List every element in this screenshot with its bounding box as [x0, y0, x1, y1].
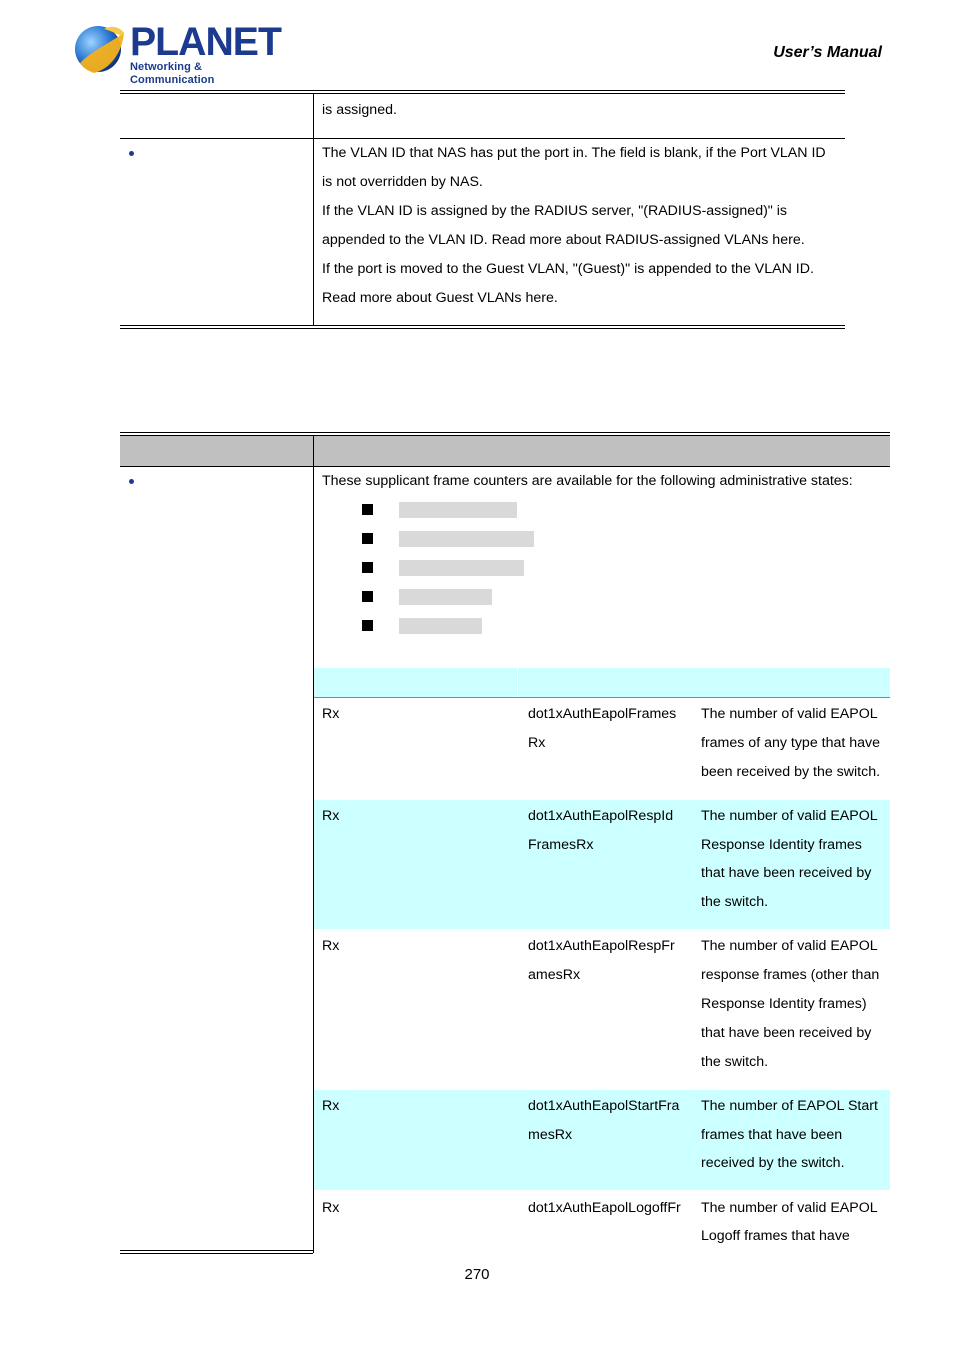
counter-name: dot1xAuthEapolStartFra — [528, 1098, 680, 1114]
counter-description: The number of valid EAPOL — [701, 706, 878, 722]
square-bullet-icon — [362, 533, 373, 544]
counter-description: frames of any type that have — [701, 735, 881, 751]
manual-title: User’s Manual — [773, 44, 882, 61]
table1-row2-line: Read more about Guest VLANs here. — [322, 290, 558, 306]
logo-tagline: Networking & Communication — [130, 61, 215, 86]
counter-description: Logoff frames that have — [701, 1228, 850, 1244]
redacted-state-label — [399, 560, 524, 576]
counter-description: received by the switch. — [701, 1155, 845, 1171]
nested-header-cell — [518, 668, 890, 697]
square-bullet-icon — [362, 620, 373, 631]
counter-name: dot1xAuthEapolFrames — [528, 706, 677, 722]
counter-name: dot1xAuthEapolRespFr — [528, 938, 675, 954]
counter-direction: Rx — [322, 1200, 340, 1216]
counter-name: dot1xAuthEapolRespId — [528, 808, 674, 824]
counter-direction: Rx — [322, 1098, 340, 1114]
table2-header-cell — [314, 436, 890, 466]
nested-header-cell — [314, 668, 517, 697]
redacted-state-label — [399, 502, 517, 518]
counter-description: The number of EAPOL Start — [701, 1098, 878, 1114]
redacted-state-label — [399, 531, 534, 547]
logo-wordmark: PLANET — [130, 20, 281, 64]
globe-icon — [74, 23, 128, 77]
counter-direction: Rx — [322, 808, 340, 824]
counter-description: that have been received by — [701, 865, 872, 881]
table1-row2-line: If the port is moved to the Guest VLAN, "(Guest)" is appended to the VLAN ID. — [322, 261, 814, 277]
counter-description: Response Identity frames — [701, 837, 862, 853]
counter-direction: Rx — [322, 938, 340, 954]
counter-name: amesRx — [528, 967, 581, 983]
counter-description: the switch. — [701, 1054, 769, 1070]
counter-name: FramesRx — [528, 837, 594, 853]
redacted-state-label — [399, 589, 492, 605]
table1-row2-line: is not overridden by NAS. — [322, 174, 483, 190]
square-bullet-icon — [362, 591, 373, 602]
table2-intro: These supplicant frame counters are available for the following administrative states: — [322, 473, 853, 489]
counter-description: frames that have been — [701, 1127, 843, 1143]
counter-description: The number of valid EAPOL — [701, 808, 878, 824]
table1-row2-line: The VLAN ID that NAS has put the port in. The field is blank, if the Port VLAN ID — [322, 145, 826, 161]
table1-row1-text: is assigned. — [322, 102, 397, 118]
table1-row2-line: If the VLAN ID is assigned by the RADIUS server, "(RADIUS-assigned)" is — [322, 203, 788, 219]
bullet-icon — [129, 479, 134, 484]
counter-description: that have been received by — [701, 1025, 872, 1041]
counter-description: the switch. — [701, 894, 769, 910]
page-number: 270 — [464, 1266, 490, 1283]
counter-name: Rx — [528, 735, 546, 751]
counter-name: dot1xAuthEapolLogoffFr — [528, 1200, 681, 1216]
table2-header-cell — [120, 436, 313, 466]
redacted-state-label — [399, 618, 482, 634]
square-bullet-icon — [362, 504, 373, 515]
counter-description: The number of valid EAPOL — [701, 1200, 878, 1216]
square-bullet-icon — [362, 562, 373, 573]
counter-description: Response Identity frames) — [701, 996, 867, 1012]
counter-description: been received by the switch. — [701, 764, 881, 780]
counter-direction: Rx — [322, 706, 340, 722]
planet-logo — [74, 20, 281, 86]
counter-name: mesRx — [528, 1127, 573, 1143]
counter-description: response frames (other than — [701, 967, 880, 983]
table1-row2-line: appended to the VLAN ID. Read more about RADIUS-assigned VLANs here. — [322, 232, 805, 248]
counter-description: The number of valid EAPOL — [701, 938, 878, 954]
bullet-icon — [129, 151, 134, 156]
